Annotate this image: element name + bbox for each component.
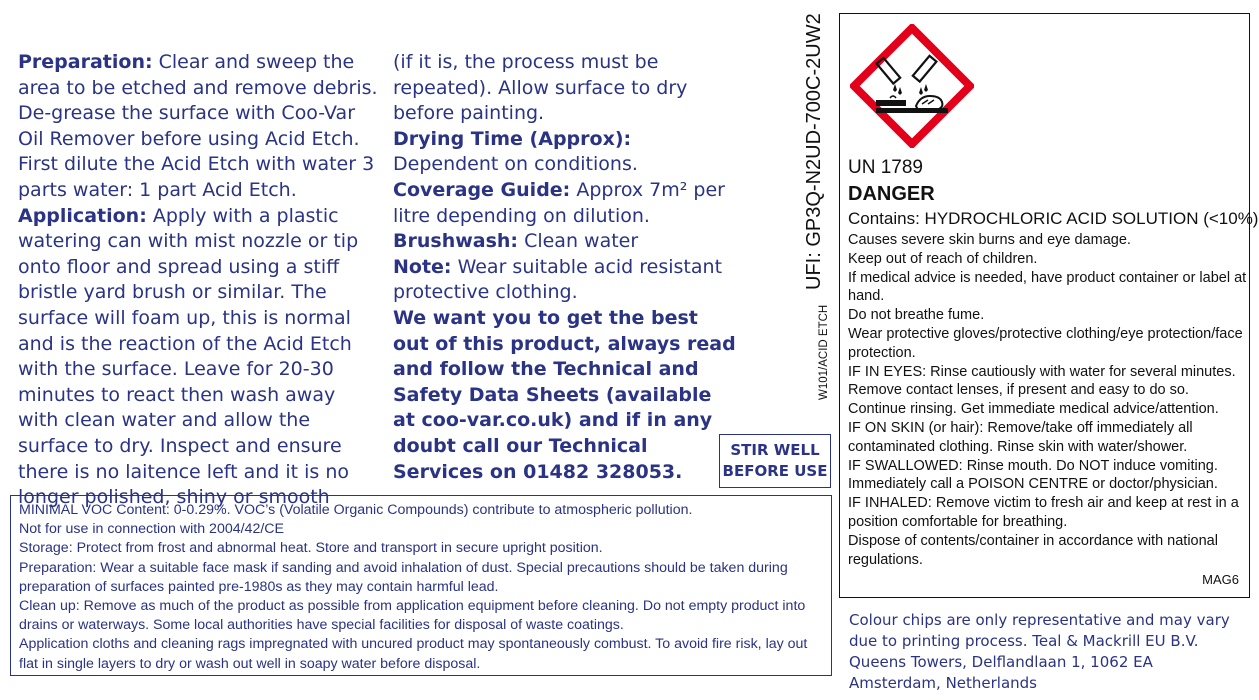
- signal-word: DANGER: [848, 183, 935, 205]
- stir-line-2: BEFORE USE: [722, 462, 828, 480]
- hazard-statement: If medical advice is needed, have product container or label at hand.: [848, 269, 1247, 305]
- voc-line: Storage: Protect from frost and abnormal heat. Store and transport in secure upright position.: [19, 540, 603, 557]
- note-paragraph: [393, 255, 738, 306]
- voc-line: MINIMAL VOC Content: 0-0.29%. VOC’s (Volatile Organic Compounds) contribute to atmospheric pollution.: [19, 502, 693, 518]
- product-code-vertical: W101/ACID ETCH: [818, 304, 830, 400]
- stir-well-box: [719, 434, 831, 488]
- hazard-statement: Keep out of reach of children.: [848, 250, 1038, 267]
- brushwash-text: Clean water: [518, 230, 639, 253]
- hazard-statement: IF IN EYES: Rinse cautiously with water for several minutes. Remove contact lenses, if present and easy to do so. Continue rinsing. Get immediate medical advice/attention.: [848, 363, 1236, 418]
- hazard-statement: IF ON SKIN (or hair): Remove/take off immediately all contaminated clothing. Rinse skin with water/shower.: [848, 419, 1193, 455]
- colour-disclaimer: Colour chips are only representative and may vary due to printing process. Teal & Mackrill EU B.V. Queens Towers, Delflandlaan 1, 1062 EA Amsterdam, Netherlands: [849, 611, 1230, 692]
- coverage-paragraph: [393, 178, 738, 229]
- hazard-statement: IF SWALLOWED: Rinse mouth. Do NOT induce vomiting. Immediately call a POISON CENTRE or doctor/physician.: [848, 457, 1218, 493]
- continuation-text: (if it is, the process must be repeated). Allow surface to dry before painting.: [393, 51, 688, 125]
- brushwash-paragraph: [393, 229, 738, 255]
- contains-statement: Contains: HYDROCHLORIC ACID SOLUTION (<10%): [848, 209, 1259, 228]
- application-label: Application:: [18, 204, 147, 227]
- hazard-statement: Dispose of contents/container in accordance with national regulations.: [848, 532, 1218, 568]
- hazard-statement: Wear protective gloves/protective clothing/eye protection/face protection.: [848, 325, 1243, 361]
- hazard-statement: Do not breathe fume.: [848, 307, 985, 324]
- voc-line: Preparation: Wear a suitable face mask if sanding and avoid inhalation of dust. Special precautions should be taken during preparation of surfaces painted pre-1980s as they may contain harmful lead.: [19, 559, 788, 595]
- drying-label: Drying Time (Approx):: [393, 127, 632, 150]
- instructions-column-2: [393, 50, 738, 306]
- coverage-text: Approx 7m² per litre depending on dilution.: [393, 178, 725, 227]
- corrosive-pictogram-icon: [850, 24, 974, 148]
- application-text: Apply with a plastic watering can with mist nozzle or tip onto floor and spread using a stiff bristle yard brush or similar. The surface will foam up, this is normal and is the reaction of the Acid Etch with the surface. Leave for 20-30 minutes to react then wash away with clean water and allow the surface to dry. Inspect and ensure there is no laitence left and it is no longer polished, shiny or smooth: [18, 204, 359, 509]
- coverage-label: Coverage Guide:: [393, 178, 571, 201]
- drying-text: Dependent on conditions.: [393, 153, 638, 176]
- hazard-statement: IF INHALED: Remove victim to fresh air and keep at rest in a position comfortable for breathing.: [848, 495, 1239, 530]
- note-text: Wear suitable acid resistant protective clothing.: [393, 255, 723, 304]
- voc-line: Not for use in connection with 2004/42/CE: [19, 521, 284, 538]
- instructions-column-1: [18, 50, 378, 511]
- brushwash-label: Brushwash:: [393, 230, 519, 253]
- voc-line: Application cloths and cleaning rags impregnated with uncured product may spontaneously combust. To avoid fire risk, lay out flat in single layers to dry or wash out well in soapy water before disposal.: [19, 636, 808, 672]
- stir-line-1: STIR WELL: [730, 441, 820, 459]
- un-number: UN 1789: [848, 157, 923, 178]
- preparation-paragraph: [18, 50, 378, 204]
- voc-line: Clean up: Remove as much of the product as possible from application equipment before cleaning. Do not empty product into drains or waterways. Some local authorities have special facilities for disposal of waste coatings.: [19, 598, 806, 634]
- technical-services-callout: We want you to get the best out of this product, always read and follow the Technical and Safety Data Sheets (available at coo-var.co.uk) and if in any doubt call our Technical Services on 01482 328053.: [393, 307, 736, 483]
- hazard-statement: Causes severe skin burns and eye damage.: [848, 232, 1131, 248]
- application-paragraph: [18, 204, 378, 511]
- preparation-label: Preparation:: [18, 51, 153, 73]
- ufi-code-vertical: UFI: GP3Q-N2UD-700C-2UW2: [803, 13, 825, 290]
- note-label: Note:: [393, 255, 452, 278]
- drying-paragraph: [393, 127, 738, 178]
- hazard-label-box: [839, 13, 1259, 598]
- preparation-text: Clear and sweep the area to be etched and remove debris. De-grease the surface with Coo-Var Oil Remover before using Acid Etch. First dilute the Acid Etch with water 3 parts water: 1 part Acid Etch.: [18, 51, 378, 201]
- hazard-statements: [848, 231, 1248, 569]
- voc-info-box: [10, 495, 832, 676]
- reference-code: MAG6: [1202, 572, 1239, 587]
